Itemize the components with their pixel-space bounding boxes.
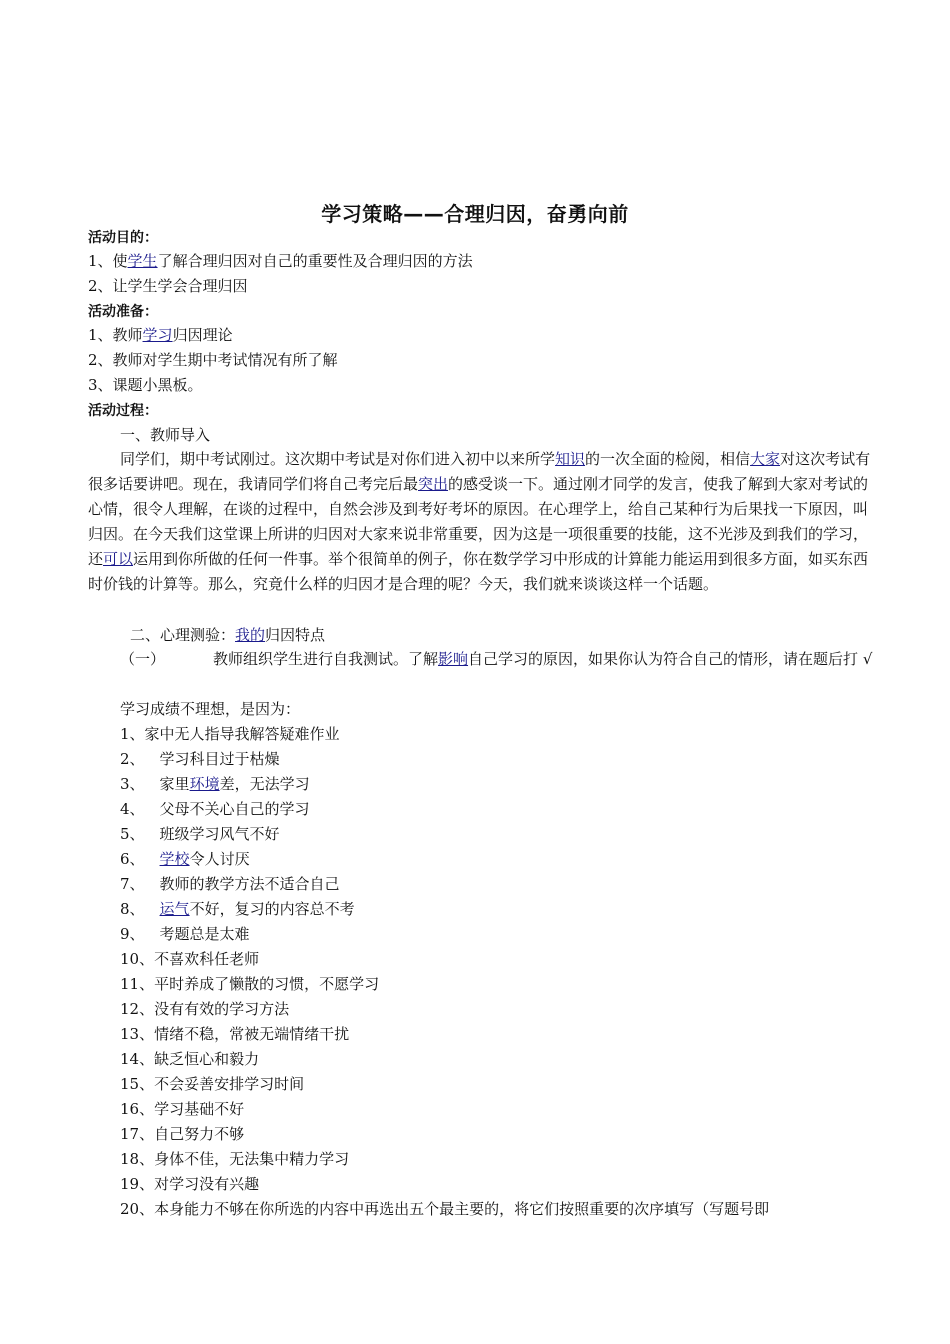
list-item: 18、身体不佳，无法集中精力学习 xyxy=(120,1150,350,1168)
list-item: 9、 考题总是太难 xyxy=(120,925,250,943)
link-my[interactable]: 我的 xyxy=(235,626,266,644)
process-heading: 活动过程： xyxy=(88,403,158,419)
link-luck[interactable]: 运气 xyxy=(159,900,190,918)
goal-item-1 xyxy=(88,251,473,271)
prep-item-1-rest: 归因理论 xyxy=(172,326,233,344)
link-student[interactable]: 学生 xyxy=(127,252,158,270)
goal-heading: 活动目的： xyxy=(88,230,158,246)
sub-section-1-number: （一） xyxy=(120,650,166,668)
sub-section-1: （一） 教师组织学生进行自我测试。了解影响自己学习的原因，如果你认为符合自己的情形，请在题后打 √ xyxy=(120,650,873,668)
link-school[interactable]: 学校 xyxy=(159,850,190,868)
goal-item-1-rest: 了解合理归因对自己的重要性及合理归因的方法 xyxy=(157,252,473,270)
list-item: 2、 学习科目过于枯燥 xyxy=(120,750,280,768)
section-1-heading: 一、教师导入 xyxy=(120,426,211,444)
link-study[interactable]: 学习 xyxy=(142,326,173,344)
list-item: 6、 学校令人讨厌 xyxy=(120,850,250,868)
link-prominent[interactable]: 突出 xyxy=(418,475,449,493)
link-can[interactable]: 可以 xyxy=(103,550,134,568)
list-item: 16、学习基础不好 xyxy=(120,1100,245,1118)
quiz-intro: 学习成绩不理想，是因为： xyxy=(120,700,301,718)
list-item: 11、平时养成了懒散的习惯，不愿学习 xyxy=(120,975,380,993)
list-item: 5、 班级学习风气不好 xyxy=(120,825,280,843)
list-item: 7、 教师的教学方法不适合自己 xyxy=(120,875,340,893)
list-item: 17、自己努力不够 xyxy=(120,1125,245,1143)
goal-item-1-text: 1、使 xyxy=(88,252,128,270)
list-item: 3、 家里环境差，无法学习 xyxy=(120,775,310,793)
intro-paragraph: 同学们，期中考试刚过。这次期中考试是对你们进入初中以来所学知识的一次全面的检阅，相信大家对这次考试有很多话要讲吧。现在，我请同学们将自己考完后最突出的感受谈一下。通过刚才同学的发言，使我了解到大家对考试的心情，很令人理解，在谈的过程中，自然会涉及到考好考坏的原因。在心理学上，给自己某种行为后果找一下原因，叫归因。在今天我们这堂课上所讲的归因对大家来说非常重要，因为这是一项很重要的技能，这不光涉及到我们的学习，还可以运用到你所做的任何一件事。举个很简单的例子，你在数学学习中形成的计算能力能运用到很多方面，如买东西时价钱的计算等。那么，究竟什么样的归因才是合理的呢？今天，我们就来谈谈这样一个话题。 xyxy=(88,450,871,593)
list-item: 10、不喜欢科任老师 xyxy=(120,950,260,968)
prep-item-1-text: 1、教师 xyxy=(88,326,143,344)
document-title: 学习策略——合理归因，奋勇向前 xyxy=(321,202,629,226)
list-item: 8、 运气不好，复习的内容总不考 xyxy=(120,900,355,918)
prep-item-3: 3、课题小黑板。 xyxy=(88,376,203,394)
list-item: 15、不会妥善安排学习时间 xyxy=(120,1075,305,1093)
link-influence[interactable]: 影响 xyxy=(438,650,469,668)
link-knowledge[interactable]: 知识 xyxy=(555,450,586,468)
list-item: 14、缺乏恒心和毅力 xyxy=(120,1050,260,1068)
prep-item-2: 2、教师对学生期中考试情况有所了解 xyxy=(88,351,338,369)
list-item: 20、本身能力不够在你所选的内容中再选出五个最主要的，将它们按照重要的次序填写（写题号即 xyxy=(120,1200,770,1218)
link-everyone[interactable]: 大家 xyxy=(750,450,781,468)
list-item: 4、 父母不关心自己的学习 xyxy=(120,800,310,818)
list-item: 13、情绪不稳，常被无端情绪干扰 xyxy=(120,1025,350,1043)
list-item: 1、家中无人指导我解答疑难作业 xyxy=(120,725,340,743)
link-environment[interactable]: 环境 xyxy=(189,775,220,793)
prep-heading: 活动准备： xyxy=(88,304,158,320)
list-item: 19、对学习没有兴趣 xyxy=(120,1175,260,1193)
goal-item-2: 2、让学生学会合理归因 xyxy=(88,277,248,295)
section-2-heading: 二、心理测验：我的归因特点 xyxy=(130,626,326,644)
list-item: 12、没有有效的学习方法 xyxy=(120,1000,290,1018)
prep-item-1 xyxy=(88,325,233,345)
